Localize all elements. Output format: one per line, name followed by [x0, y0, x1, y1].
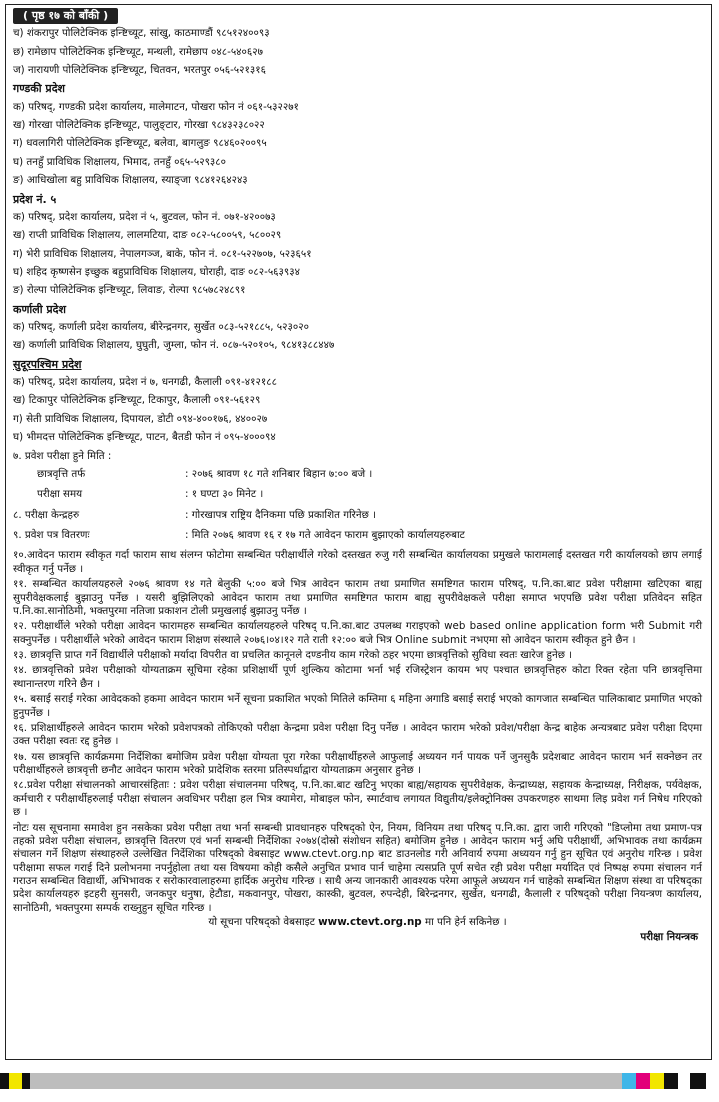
- exam-row: [13, 468, 702, 481]
- exam-center-row: [13, 509, 702, 522]
- color-patch-white: [678, 1073, 690, 1089]
- clause-12: १२. परीक्षार्थीले भरेको परीक्षा आवेदन फारामहरु सम्बन्धित कार्यालयहरुले परिषद् प.नि.का.बाट उपलब्ध गराइएको web based online application form भरी Submit गरी सक्नुपर्नेछ । परीक्षार्थीले भरेको आवेदन फाराम शिक्षण संस्थाले २०७६।०४।१२ गते राती १२:०० बजे भित्र Online submit नभएमा सो आवेदन फाराम स्वीकृत हुने छैन ।: [13, 620, 702, 646]
- list-item: क) परिषद्, प्रदेश कार्यालय, प्रदेश नं ५, बुटवल, फोन नं. ०७१-४२००७३: [13, 210, 276, 223]
- section-heading-sudurpashchim: सुदूरपश्चिम प्रदेश: [13, 357, 82, 371]
- closing-line: [13, 916, 702, 929]
- section-heading-gandaki: गण्डकी प्रदेश: [13, 82, 66, 96]
- exam-center-value: : गोरखापत्र राष्ट्रिय दैनिकमा पछि प्रकाशित गरिनेछ ।: [185, 508, 377, 521]
- list-item: ख) टिकापुर पोलिटेक्निक इन्ष्टिच्यूट, टिकापुर, कैलाली ०९१-५६१२९: [13, 394, 261, 407]
- list-item: क) परिषद्, प्रदेश कार्यालय, प्रदेश नं ७, धनगढी, कैलाली ०९१-४१२१८८: [13, 376, 277, 389]
- exam-row: [13, 488, 702, 501]
- color-patch-cyan: [622, 1073, 636, 1089]
- continued-label: ( पृष्ठ १७ को बाँकी ): [13, 8, 118, 24]
- list-item: घ) भीमदत्त पोलिटेक्निक इन्ष्टिच्यूट, पाटन, बैतडी फोन नं ०९५-४०००९४: [13, 431, 276, 444]
- clause-17: १७. यस छात्रवृत्ति कार्यक्रममा निर्देशिका बमोजिम प्रवेश परीक्षा योग्यता पूरा गरेका परीक्षार्थीहरुले आफुलाई अध्ययन गर्न पायक पर्ने जुनसुकै प्रदेशबाट आवेदन फाराम भर्न सक्नेछन तर परीक्षार्थीहरुले छात्रवृत्ती छनौट आवेदन फाराम भरेको प्रादेशिक स्तरमा प्रतिस्पर्धाद्वारा योग्यताक्रम अनुसार हुनेछ ।: [13, 750, 702, 777]
- exam-row-value: : २०७६ श्रावण १८ गते शनिबार बिहान ७:०० बजे ।: [185, 467, 373, 480]
- notice-sheet: [5, 4, 712, 1060]
- color-patch-yellow: [9, 1073, 22, 1089]
- clause-10: १०.आवेदन फाराम स्वीकृत गर्दा फाराम साथ संलग्न फोटोमा सम्बन्धित परीक्षार्थीले गरेको दस्तखत रुजु गरी सम्बन्धित कार्यालयका प्रमुखले फारामलाई दस्तखत गरी कार्यालयको छाप लगाई स्वीकृत गर्नु पर्नेछ ।: [13, 549, 702, 575]
- list-item: ख) कर्णाली प्राविधिक शिक्षालय, घुघुती, जुम्ला, फोन नं. ०८७-५२०१०५, ९८४१३८८४४७: [13, 339, 335, 352]
- list-item: घ) शहिद कृष्णसेन इच्छुक बहुप्राविधिक शिक्षालय, घोराही, दाङ ०८२-५६३९३४: [13, 266, 300, 279]
- admit-card-value: : मिति २०७६ श्रावण १६ र १७ गते आवेदन फाराम बुझाएको कार्यालयहरुबाट: [185, 529, 465, 542]
- clause-18: १८.प्रवेश परीक्षा संचालनको आचारसंहिताः : प्रवेश परीक्षा संचालनमा परिषद्, प.नि.का.बाट खटिनु भएका बाह्य/सहायक सुपरीवेक्षक, केन्द्राध्यक्ष, सहायक केन्द्राध्यक्ष, निरीक्षक, पर्यवेक्षक, कर्मचारी र परीक्षार्थीहरुलाई परीक्षा संचालन अवधिभर परीक्षा हल भित्र क्यामेरा, मोबाइल फोन, स्मार्टवाच लगायत विद्युतीय/इलेक्ट्रोनिक्स उपकरणहरु साथमा लिइ प्रवेश गर्न निषेध गरिएको छ ।: [13, 779, 702, 819]
- list-item: छ) रामेछाप पोलिटेक्निक इन्ष्टिच्यूट, मन्थली, रामेछाप ०४८-५४०६२७: [13, 45, 263, 58]
- color-patch-black: [664, 1073, 678, 1089]
- section-heading-karnali: कर्णाली प्रदेश: [13, 302, 66, 316]
- note-paragraph: नोटः यस सूचनामा समावेश हुन नसकेका प्रवेश परीक्षा तथा भर्ना सम्बन्धी प्रावधानहरु परिषद्को ऐन, नियम, विनियम तथा परिषद् प.नि.का. द्वारा जारी गरिएको "डिप्लोमा तथा प्रमाण-पत्र तहको प्रवेश परीक्षा संचालन, छात्रवृत्ति वितरण एवं भर्ना सम्बन्धी निर्देशिका २०७४(दोस्रो संशोधन सहित) बमोजिम हुनेछ । आवेदन फाराम भर्नु अघि परीक्षार्थी, अभिभावक तथा कार्यक्रम संचालन गर्ने शिक्षण संस्थाहरुले उल्लेखित निर्देशिका परिषद्को वेबसाइट www.ctevt.org.np बाट डाउनलोड गरी अनिवार्य रुपमा अध्ययन गर्नु हुन सूचित एवं अनुरोध गरिन्छ । प्रवेश परीक्षामा सफल गराई दिने प्रलोभनमा नपर्नुहोला तथा यस विषयमा कोही कसैले अनुचित प्रभाव पार्न चाहेमा त्यसप्रति पूर्ण सचेत रही प्रवेश परीक्षा मर्यादित एवं निष्पक्ष रुपमा संचालन गर्न गराउन सम्बन्धित विद्यार्थी, अभिभावक र सरोकारवालाहरुमा हार्दिक अनुरोध गरिन्छ । साथै अन्य जानकारी आवश्यक परेमा आफूले अध्ययन गर्न चाहेको सम्बन्धित शिक्षण संस्था वा परिषद्का प्रदेश कार्यालयहरु इटहरी सुनसरी, जनकपुर धनुषा, हेटौडा, मकवानपुर, पोखरा, कास्की, बुटवल, रुपन्देही, बिरेन्द्रनगर, सुर्खेत, धनगढी, कैलाली र परिषद्को परीक्षा नियन्त्रण कार्यालय, सानोठिमी, भक्तपुरमा सम्पर्क राख्नुहुन सूचित गरिन्छ ।: [13, 821, 702, 914]
- clause-15: १५. बसाई सराई गरेका आवेदकको हकमा आवेदन फाराम भर्ने सूचना प्रकाशित भएको मितिले कम्तिमा ६ महिना अगाडि बसाई सराई भएको कागजात सम्बन्धित पालिकाबाट प्रमाणित भएको हुनुपर्नेछ ।: [13, 693, 702, 719]
- list-item: क) परिषद्, गण्डकी प्रदेश कार्यालय, मालेमाटन, पोखरा फोन नं ०६१-५३२२७१: [13, 100, 299, 113]
- list-item: ग) सेती प्राविधिक शिक्षालय, दिपायल, डोटी ०९४-४००१७६, ४४००२७: [13, 412, 268, 425]
- color-patch-yellow: [650, 1073, 664, 1089]
- list-item: ख) राप्ती प्राविधिक शिक्षालय, लालमटिया, दाङ ०८२-५८००५९, ५८००२९: [13, 229, 282, 242]
- closing-suffix: मा पनि हेर्न सकिनेछ ।: [424, 916, 507, 929]
- list-item: च) शंकरापुर पोलिटेक्निक इन्ष्टिच्यूट, सांखु, काठमाण्डौं ९८५१२४००९३: [13, 27, 270, 40]
- section-heading-province-5: प्रदेश नं. ५: [13, 192, 57, 206]
- signature: परीक्षा नियन्त्रक: [640, 930, 698, 943]
- admit-card-label: ९. प्रवेश पत्र वितरणः: [13, 529, 90, 542]
- color-bar-gray: [30, 1073, 622, 1089]
- color-patch-magenta: [636, 1073, 650, 1089]
- list-item: ग) भेरी प्राविधिक शिक्षालय, नेपालगञ्ज, बाके, फोन नं. ०८१-५२२७०७, ५२३६५१: [13, 247, 312, 260]
- list-item: ङ) रोल्पा पोलिटेक्निक इन्ष्टिच्यूट, लिवाङ, रोल्पा ९८५७८२४८९१: [13, 284, 246, 297]
- list-item: ग) धवलागिरी पोलिटेक्निक इन्ष्टिच्यूट, बलेवा, बागलुङ ९८४६०२००९५: [13, 137, 267, 150]
- print-color-bar: [0, 1073, 719, 1089]
- exam-row-label: परीक्षा समय: [37, 488, 83, 501]
- clause-13: १३. छात्रवृत्ति प्राप्त गर्ने विद्यार्थीले परीक्षाको मर्यादा विपरीत वा प्रचलित कानूनले दण्डनीय काम गरेको ठहर भएमा छात्रवृत्तिको सुविधा स्वतः खारेज हुनेछ ।: [13, 649, 573, 662]
- clause-11: ११. सम्बन्धित कार्यालयहरुले २०७६ श्रावण १४ गते बेलुकी ५:०० बजे भित्र आवेदन फाराम तथा प्रमाणित समष्टिगत फाराम परिषद्, प.नि.का.बाट प्रवेश परीक्षामा खटिएका बाह्य सुपरीवेक्षकलाई बुझाउनु पर्नेछ । यसरी बुझिलिएको आवेदन फाराम तथा प्रमाणित समष्टिगत फाराम बाह्य सुपरीवेक्षकले परीक्षा समाप्त भएपछि प्रवेश परीक्षा प्रतिवेदन सहित प.नि.का.सानोठिमी, भक्तपुरमा नतिजा प्रकाशन टोली प्रमुखलाई बुझाउनु पर्नेछ ।: [13, 578, 702, 617]
- exam-row-value: : १ घण्टा ३० मिनेट ।: [185, 488, 264, 501]
- clause-14: १४. छात्रवृत्तिको प्रवेश परीक्षाको योग्यताक्रम सूचिमा रहेका प्रशिक्षार्थी पूर्ण शुल्किय कोटामा भर्ना भई रजिस्ट्रेशन कायम भए पश्चात छात्रवृत्तिहरु कोटा रिक्त रहेता पनि छात्रवृत्तिमा स्थानान्तरण गरिने छैन ।: [13, 664, 702, 690]
- list-item: घ) तनहुँ प्राविधिक शिक्षालय, भिमाद, तनहुँ ०६५-५२९३८०: [13, 155, 226, 168]
- registration-mark: [0, 1073, 9, 1089]
- website-link[interactable]: www.ctevt.org.np: [318, 916, 422, 929]
- clause-16: १६. प्रशिक्षार्थीहरुले आवेदन फाराम भरेको प्रवेशपत्रको तोकिएको परीक्षा केन्द्रमा प्रवेश परीक्षा दिनु पर्नेछ । आवेदन फाराम भरेको प्रवेश/परीक्षा केन्द्र बाहेक अन्यत्रबाट प्रवेश परीक्षा दिएमा उक्त परीक्षा स्वतः रद्द हुनेछ ।: [13, 721, 702, 748]
- exam-date-heading: ७. प्रवेश परीक्षा हुने मिति :: [13, 449, 112, 462]
- registration-mark: [690, 1073, 706, 1089]
- list-item: क) परिषद्, कर्णाली प्रदेश कार्यालय, बीरेन्द्रनगर, सुर्खेत ०८३-५२१८८५, ५२३०२०: [13, 321, 309, 334]
- list-item: ख) गोरखा पोलिटेक्निक इन्ष्टिच्यूट, पालुङ्टार, गोरखा ९८४३२३८०२२: [13, 119, 265, 132]
- registration-mark: [22, 1073, 30, 1089]
- closing-prefix: यो सूचना परिषद्को वेबसाइट: [208, 916, 315, 929]
- list-item: ज) नारायणी पोलिटेक्निक इन्ष्टिच्यूट, चितवन, भरतपुर ०५६-५२१३१६: [13, 64, 266, 77]
- list-item: ङ) आधिखोला बहु प्राविधिक शिक्षालय, स्याङ्जा ९८४१२६४२४३: [13, 174, 248, 187]
- exam-center-label: ८. परीक्षा केन्द्रहरु: [13, 508, 80, 521]
- exam-row-label: छात्रवृत्ति तर्फ: [37, 467, 86, 480]
- admit-card-row: [13, 529, 702, 542]
